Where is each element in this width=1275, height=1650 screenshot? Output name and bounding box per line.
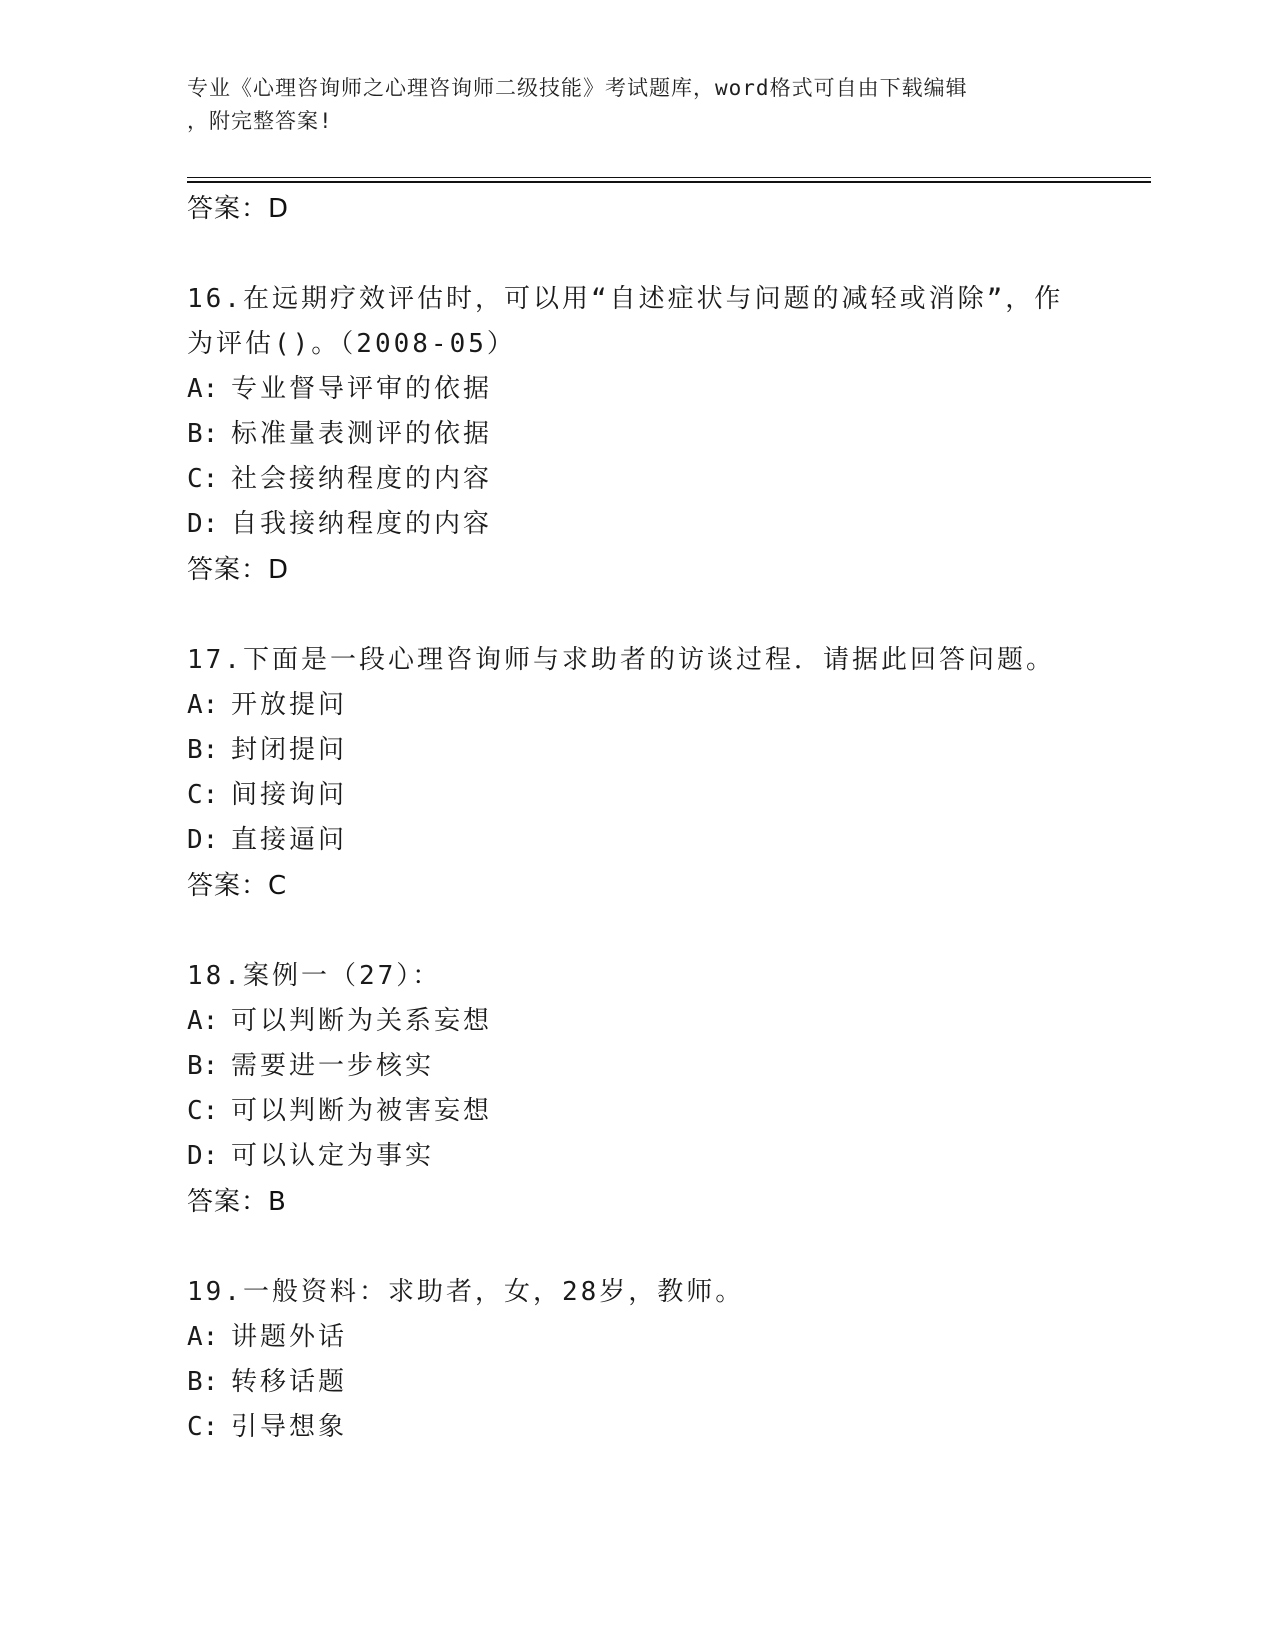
header-rule-thick — [187, 181, 1151, 183]
option-key: A: — [187, 374, 219, 404]
option-c — [187, 1089, 1087, 1134]
option-b — [187, 1360, 1087, 1405]
question-stem — [187, 277, 1087, 367]
question-16 — [187, 277, 1087, 593]
option-text: 讲题外话 — [231, 1322, 348, 1352]
option-text: 社会接纳程度的内容 — [231, 464, 493, 494]
option-text: 可以判断为关系妄想 — [231, 1006, 493, 1036]
option-key: B: — [187, 1051, 219, 1081]
option-d — [187, 502, 1087, 547]
question-stem-line: 18.案例一（27）： — [187, 961, 442, 991]
question-17 — [187, 638, 1087, 909]
option-b — [187, 1044, 1087, 1089]
option-key: C: — [187, 780, 219, 810]
option-text: 开放提问 — [231, 690, 348, 720]
option-text: 间接询问 — [231, 780, 348, 810]
option-text: 封闭提问 — [231, 735, 348, 765]
option-text: 直接逼问 — [231, 825, 348, 855]
question-stem-line: 19.一般资料：求助者，女，28岁，教师。 — [187, 1277, 745, 1307]
question-stem — [187, 1270, 1087, 1315]
header-line-1: 专业《心理咨询师之心理咨询师二级技能》考试题库，word格式可自由下载编辑 — [187, 76, 968, 100]
document-header — [187, 72, 1077, 138]
option-text: 转移话题 — [231, 1367, 348, 1397]
option-key: D: — [187, 825, 219, 855]
option-key: A: — [187, 1322, 219, 1352]
option-a — [187, 999, 1087, 1044]
answer-line: 答案：D — [187, 555, 290, 585]
option-text: 自我接纳程度的内容 — [231, 509, 493, 539]
option-key: B: — [187, 419, 219, 449]
option-text: 引导想象 — [231, 1412, 348, 1442]
option-key: D: — [187, 509, 219, 539]
option-c — [187, 457, 1087, 502]
option-text: 需要进一步核实 — [231, 1051, 435, 1081]
question-stem-line: 为评估()。（2008-05） — [187, 329, 516, 359]
option-key: B: — [187, 1367, 219, 1397]
option-key: B: — [187, 735, 219, 765]
header-rule-thin — [187, 177, 1151, 178]
option-key: C: — [187, 1096, 219, 1126]
option-key: C: — [187, 464, 219, 494]
question-stem-line: 16.在远期疗效评估时，可以用“自述症状与问题的减轻或消除”，作 — [187, 284, 1064, 314]
option-text: 可以认定为事实 — [231, 1141, 435, 1171]
answer-line: 答案：B — [187, 1187, 287, 1217]
option-text: 可以判断为被害妄想 — [231, 1096, 493, 1126]
option-a — [187, 683, 1087, 728]
previous-answer: 答案：D — [187, 194, 290, 224]
question-stem-line: 17.下面是一段心理咨询师与求助者的访谈过程．请据此回答问题。 — [187, 645, 1055, 675]
question-18 — [187, 954, 1087, 1225]
option-text: 标准量表测评的依据 — [231, 419, 493, 449]
option-key: C: — [187, 1412, 219, 1442]
question-19 — [187, 1270, 1087, 1450]
question-stem — [187, 638, 1087, 683]
option-d — [187, 818, 1087, 863]
option-text: 专业督导评审的依据 — [231, 374, 493, 404]
option-d — [187, 1134, 1087, 1179]
header-line-2: ，附完整答案! — [187, 109, 333, 133]
option-b — [187, 728, 1087, 773]
option-key: A: — [187, 1006, 219, 1036]
option-c — [187, 773, 1087, 818]
question-stem — [187, 954, 1087, 999]
option-a — [187, 1315, 1087, 1360]
question-list — [187, 186, 1087, 1450]
answer-line: 答案：C — [187, 871, 288, 901]
option-a — [187, 367, 1087, 412]
option-b — [187, 412, 1087, 457]
option-c — [187, 1405, 1087, 1450]
option-key: D: — [187, 1141, 219, 1171]
option-key: A: — [187, 690, 219, 720]
